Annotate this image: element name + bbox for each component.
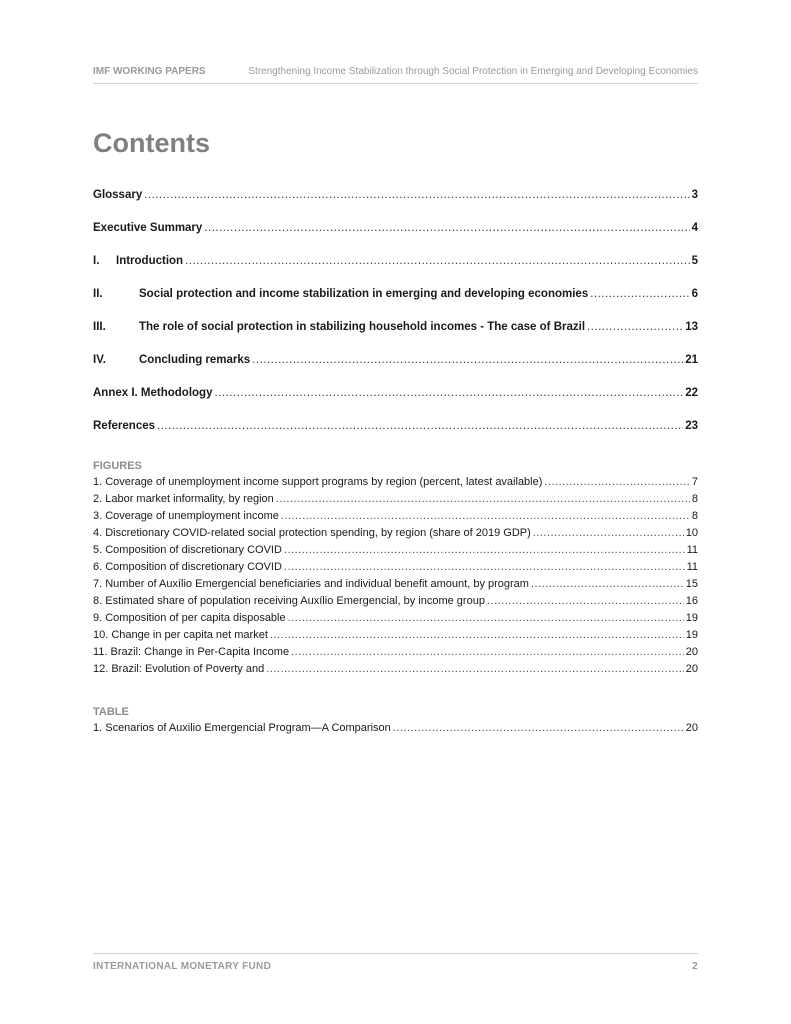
- toc-leader-dots: [185, 253, 690, 269]
- toc-entry-label: Introduction: [116, 255, 184, 267]
- figures-heading: FIGURES: [93, 460, 142, 472]
- figure-label: 2. Labor market informality, by region: [93, 493, 274, 505]
- figure-label: 8. Estimated share of population receiving Auxílio Emergencial, by income group: [93, 595, 485, 607]
- figure-page: 11: [686, 561, 698, 573]
- table-of-contents: [93, 187, 698, 451]
- running-footer: [93, 961, 698, 972]
- list-of-tables: [93, 700, 698, 737]
- figure-page: 8: [691, 510, 698, 522]
- toc-leader-dots: [252, 352, 683, 368]
- toc-leader-dots: [144, 187, 689, 203]
- toc-entry-page: 13: [685, 321, 698, 333]
- toc-leader-dots: [157, 418, 683, 434]
- footer-divider: [93, 953, 698, 954]
- table-page: 20: [685, 722, 698, 734]
- figure-entry[interactable]: [93, 474, 698, 491]
- leader-dots: [288, 610, 684, 627]
- toc-entry-introduction[interactable]: [93, 253, 698, 269]
- figure-label: 4. Discretionary COVID-related social protection spending, by region (share of 2019 GDP): [93, 527, 531, 539]
- list-of-figures: [93, 454, 698, 678]
- figure-label: 5. Composition of discretionary COVID: [93, 544, 282, 556]
- toc-entry-brazil-case[interactable]: [93, 319, 698, 335]
- toc-entry-number: II.: [93, 288, 103, 300]
- figure-entry[interactable]: [93, 559, 698, 576]
- toc-leader-dots: [590, 286, 689, 302]
- page-number: 2: [692, 961, 698, 972]
- header-divider: [93, 83, 698, 84]
- figure-label: 3. Coverage of unemployment income: [93, 510, 279, 522]
- leader-dots: [276, 491, 690, 508]
- table-entry[interactable]: [93, 720, 698, 737]
- toc-entry-annex[interactable]: [93, 385, 698, 401]
- toc-entry-concluding-remarks[interactable]: [93, 352, 698, 368]
- toc-leader-dots: [587, 319, 683, 335]
- figure-page: 19: [685, 629, 698, 641]
- toc-entry-page: 6: [691, 288, 698, 300]
- figure-page: 16: [685, 595, 698, 607]
- figure-page: 8: [691, 493, 698, 505]
- figure-entry[interactable]: [93, 610, 698, 627]
- running-header: [93, 66, 698, 77]
- footer-org: INTERNATIONAL MONETARY FUND: [93, 961, 272, 972]
- toc-entry-page: 3: [691, 189, 698, 201]
- leader-dots: [487, 593, 684, 610]
- toc-entry-label: Executive Summary: [93, 222, 203, 234]
- toc-entry-page: 23: [685, 420, 698, 432]
- leader-dots: [531, 576, 684, 593]
- figure-label: 9. Composition of per capita disposable: [93, 612, 286, 624]
- leader-dots: [284, 559, 685, 576]
- figure-entry[interactable]: [93, 525, 698, 542]
- figure-label: 11. Brazil: Change in Per-Capita Income: [93, 646, 290, 658]
- leader-dots: [266, 661, 684, 678]
- toc-entry-number: IV.: [93, 354, 107, 366]
- figure-page: 20: [685, 646, 698, 658]
- toc-leader-dots: [214, 385, 683, 401]
- toc-entry-label: References: [93, 420, 156, 432]
- leader-dots: [281, 508, 690, 525]
- figure-entry[interactable]: [93, 491, 698, 508]
- leader-dots: [270, 627, 684, 644]
- leader-dots: [544, 474, 689, 491]
- figure-page: 10: [685, 527, 698, 539]
- figure-label: 7. Number of Auxílio Emergencial beneficiaries and individual benefit amount, by program: [93, 578, 529, 590]
- toc-entry-page: 5: [691, 255, 698, 267]
- toc-entry-number: I.: [93, 255, 100, 267]
- figure-page: 11: [686, 544, 698, 556]
- toc-entry-label: Annex I. Methodology: [93, 387, 213, 399]
- figure-entry[interactable]: [93, 644, 698, 661]
- header-series: IMF WORKING PAPERS: [93, 66, 206, 77]
- figure-page: 15: [685, 578, 698, 590]
- figure-entry[interactable]: [93, 576, 698, 593]
- figure-label: 12. Brazil: Evolution of Poverty and: [93, 663, 265, 675]
- leader-dots: [284, 542, 685, 559]
- figure-page: 7: [691, 476, 698, 488]
- leader-dots: [291, 644, 684, 661]
- leader-dots: [533, 525, 684, 542]
- leader-dots: [393, 720, 684, 737]
- toc-entry-label: Concluding remarks: [139, 354, 251, 366]
- toc-entry-executive-summary[interactable]: [93, 220, 698, 236]
- toc-entry-label: The role of social protection in stabilizing household incomes - The case of Brazil: [139, 321, 586, 333]
- toc-entry-number: III.: [93, 321, 106, 333]
- figure-page: 19: [685, 612, 698, 624]
- tables-heading: TABLE: [93, 706, 129, 718]
- figure-label: 1. Coverage of unemployment income support programs by region (percent, latest available): [93, 476, 543, 488]
- figure-entry[interactable]: [93, 542, 698, 559]
- page-title: Contents: [93, 128, 210, 158]
- toc-entry-page: 22: [685, 387, 698, 399]
- toc-entry-page: 21: [685, 354, 698, 366]
- toc-entry-references[interactable]: [93, 418, 698, 434]
- toc-leader-dots: [204, 220, 689, 236]
- toc-entry-label: Social protection and income stabilization in emerging and developing economies: [139, 288, 589, 300]
- figure-label: 6. Composition of discretionary COVID: [93, 561, 282, 573]
- toc-entry-label: Glossary: [93, 189, 143, 201]
- toc-entry-glossary[interactable]: [93, 187, 698, 203]
- figure-entry[interactable]: [93, 661, 698, 678]
- figure-label: 10. Change in per capita net market: [93, 629, 268, 641]
- toc-entry-page: 4: [691, 222, 698, 234]
- figure-entry[interactable]: [93, 627, 698, 644]
- table-label: 1. Scenarios of Auxilio Emergencial Program—A Comparison: [93, 722, 391, 734]
- figure-entry[interactable]: [93, 508, 698, 525]
- toc-entry-social-protection[interactable]: [93, 286, 698, 302]
- header-paper-title: Strengthening Income Stabilization through Social Protection in Emerging and Developing Economies: [248, 66, 698, 77]
- figure-entry[interactable]: [93, 593, 698, 610]
- figure-page: 20: [685, 663, 698, 675]
